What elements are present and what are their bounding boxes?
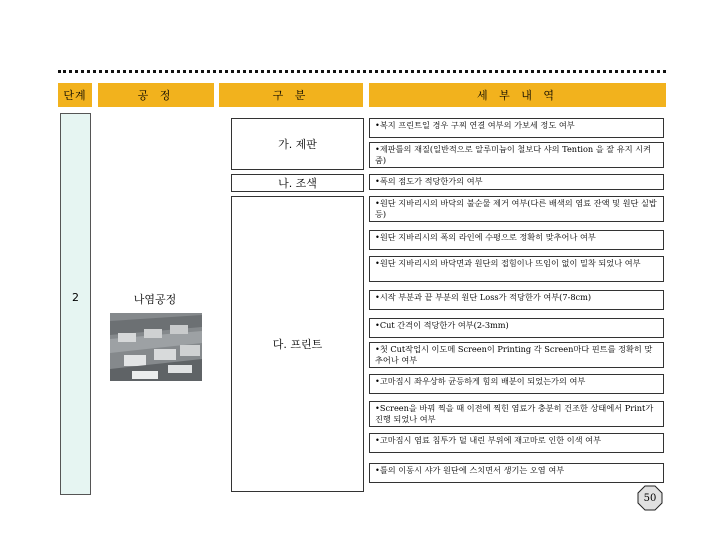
detail-item: •원단 지바리시의 바닥면과 원단의 접힘이나 뜨임이 없이 밀착 되었나 여부 <box>369 256 664 282</box>
header-step: 단계 <box>58 83 92 107</box>
header-category: 구 분 <box>219 83 363 107</box>
detail-item: •고마짐시 좌우상하 균등하게 힘의 배분이 되었는가의 여부 <box>369 374 664 394</box>
process-name: 나염공정 <box>133 293 177 306</box>
top-dotted-divider <box>58 70 666 73</box>
printing-table-photo <box>110 313 202 381</box>
detail-item: •시작 부분과 끝 부분의 원단 Loss가 적당한가 여부(7-8cm) <box>369 290 664 310</box>
detail-item: •폭의 점도가 적당한가의 여부 <box>369 174 664 190</box>
category-plate-making: 가. 제판 <box>231 118 364 170</box>
page-number: 50 <box>643 492 657 504</box>
category-color-mixing: 나. 조색 <box>231 174 364 192</box>
detail-item: •제판틀의 재질(일반적으로 알루미늄이 철보다 샤의 Tention 을 잘 유지 시켜 줌) <box>369 142 664 168</box>
category-print: 다. 프린트 <box>231 196 364 492</box>
detail-item: •고마짐시 염료 침투가 덜 내린 부위에 재고마로 인한 이색 여부 <box>369 433 664 453</box>
step-column-bar <box>60 113 91 495</box>
detail-item: •틀의 이동시 샤가 원단에 스치면서 생기는 오염 여부 <box>369 463 664 483</box>
header-process: 공 정 <box>98 83 214 107</box>
header-details: 세 부 내 역 <box>369 83 666 107</box>
detail-item: •원단 지바리시의 폭의 라인에 수평으로 정확히 맞추어나 여부 <box>369 230 664 250</box>
detail-item: •첫 Cut작업시 이도메 Screen이 Printing 각 Screen마다 핀트를 정확히 맞추어나 여부 <box>369 342 664 368</box>
detail-item: •Screen을 바꿔 찍을 때 이전에 찍힌 염료가 충분히 건조한 상태에서 Print가 진행 되었나 여부 <box>369 401 664 427</box>
detail-item: •복지 프린트일 경우 구찌 연결 여부의 가보세 정도 여부 <box>369 118 664 138</box>
detail-item: •원단 지바리시의 바닥의 불순물 제거 여부(다른 배색의 염료 잔액 및 원단 실밥 등) <box>369 196 664 222</box>
detail-item: •Cut 간격이 적당한가 여부(2-3mm) <box>369 318 664 338</box>
step-number: 2 <box>72 291 79 304</box>
